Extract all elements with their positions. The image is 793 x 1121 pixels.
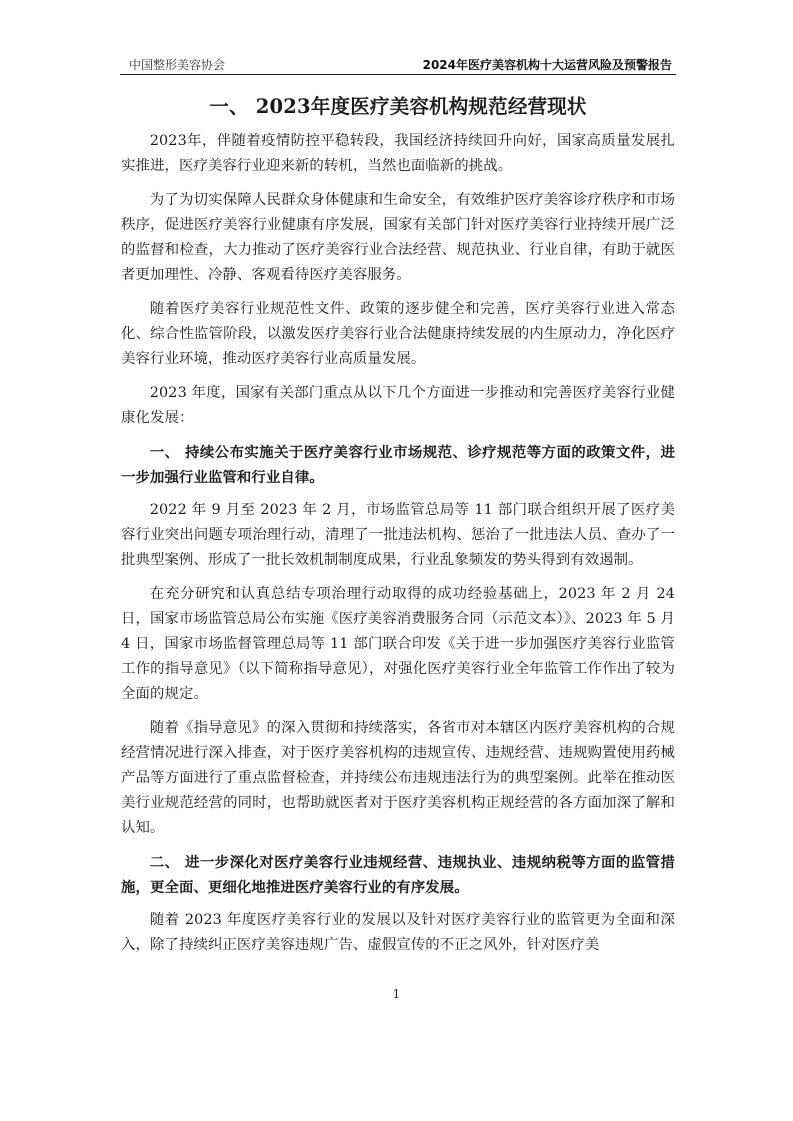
paragraph: 2022 年 9 月至 2023 年 2 月，市场监管总局等 11 部门联合组织开展了医疗美容行业突出问题专项治理行动，清理了一批违法机构、惩治了一批违法人员、查办了一批典型案例、形成了一批长效机制制度成果，行业乱象频发的势头得到有效遏制。	[121, 502, 675, 568]
paragraph: 为了为切实保障人民群众身体健康和生命安全，有效维护医疗美容诊疗秩序和市场秩序，促进医疗美容行业健康有序发展，国家有关部门针对医疗美容行业持续开展广泛的监督和检查，大力推动了医疗美容行业合法经营、规范执业、行业自律，有助于就医者更加理性、冷静、客观看待医疗美容服务。	[121, 192, 675, 283]
paragraph: 随着 2023 年度医疗美容行业的发展以及针对医疗美容行业的监管更为全面和深入，除了持续纠正医疗美容违规广告、虚假宣传的不正之风外，针对医疗美	[121, 912, 675, 953]
page-number: 1	[392, 987, 401, 1001]
header-organization: 中国整形美容协会	[129, 58, 226, 72]
section-title: 一、 2023年度医疗美容机构规范经营现状	[209, 95, 587, 118]
paragraph: 2023 年度，国家有关部门重点从以下几个方面进一步推动和完善医疗美容行业健康化发展：	[121, 385, 675, 426]
paragraph: 2023年，伴随着疫情防控平稳转段，我国经济持续回升向好，国家高质量发展扎实推进，医疗美容行业迎来新的转机，当然也面临新的挑战。	[121, 133, 675, 174]
subsection-heading-2: 二、 进一步深化对医疗美容行业违规经营、违规执业、违规纳税等方面的监管措施，更全面、更细化地推进医疗美容行业的有序发展。	[121, 854, 675, 896]
paragraph: 随着医疗美容行业规范性文件、政策的逐步健全和完善，医疗美容行业进入常态化、综合性监管阶段，以激发医疗美容行业合法健康持续发展的内生原动力，净化医疗美容行业环境，推动医疗美容行业高质量发展。	[121, 301, 675, 367]
header-report-title: 2024年医疗美容机构十大运营风险及预警报告	[422, 58, 672, 72]
paragraph: 随着《指导意见》的深入贯彻和持续落实，各省市对本辖区内医疗美容机构的合规经营情况进行深入排查，对于医疗美容机构的违规宣传、违规经营、违规购置使用药械产品等方面进行了重点监督检查，并持续公布违规违法行为的典型案例。此举在推动医美行业规范经营的同时，也帮助就医者对于医疗美容机构正规经营的各方面加深了解和认知。	[121, 720, 675, 836]
page-content	[121, 92, 675, 967]
page-header	[120, 52, 676, 75]
paragraph: 在充分研究和认真总结专项治理行动取得的成功经验基础上，2023 年 2 月 24 日，国家市场监管总局公布实施《医疗美容消费服务合同（示范文本）》、2023 年 5 月 4 日，国家市场监督管理总局等 11 部门联合印发《关于进一步加强医疗美容行业监管工作的指导意见》（以下简称指导意见），对强化医疗美容行业全年监管工作作出了较为全面的规定。	[121, 586, 675, 702]
subsection-heading-1: 一、 持续公布实施关于医疗美容行业市场规范、诊疗规范等方面的政策文件，进一步加强行业监管和行业自律。	[121, 444, 675, 486]
